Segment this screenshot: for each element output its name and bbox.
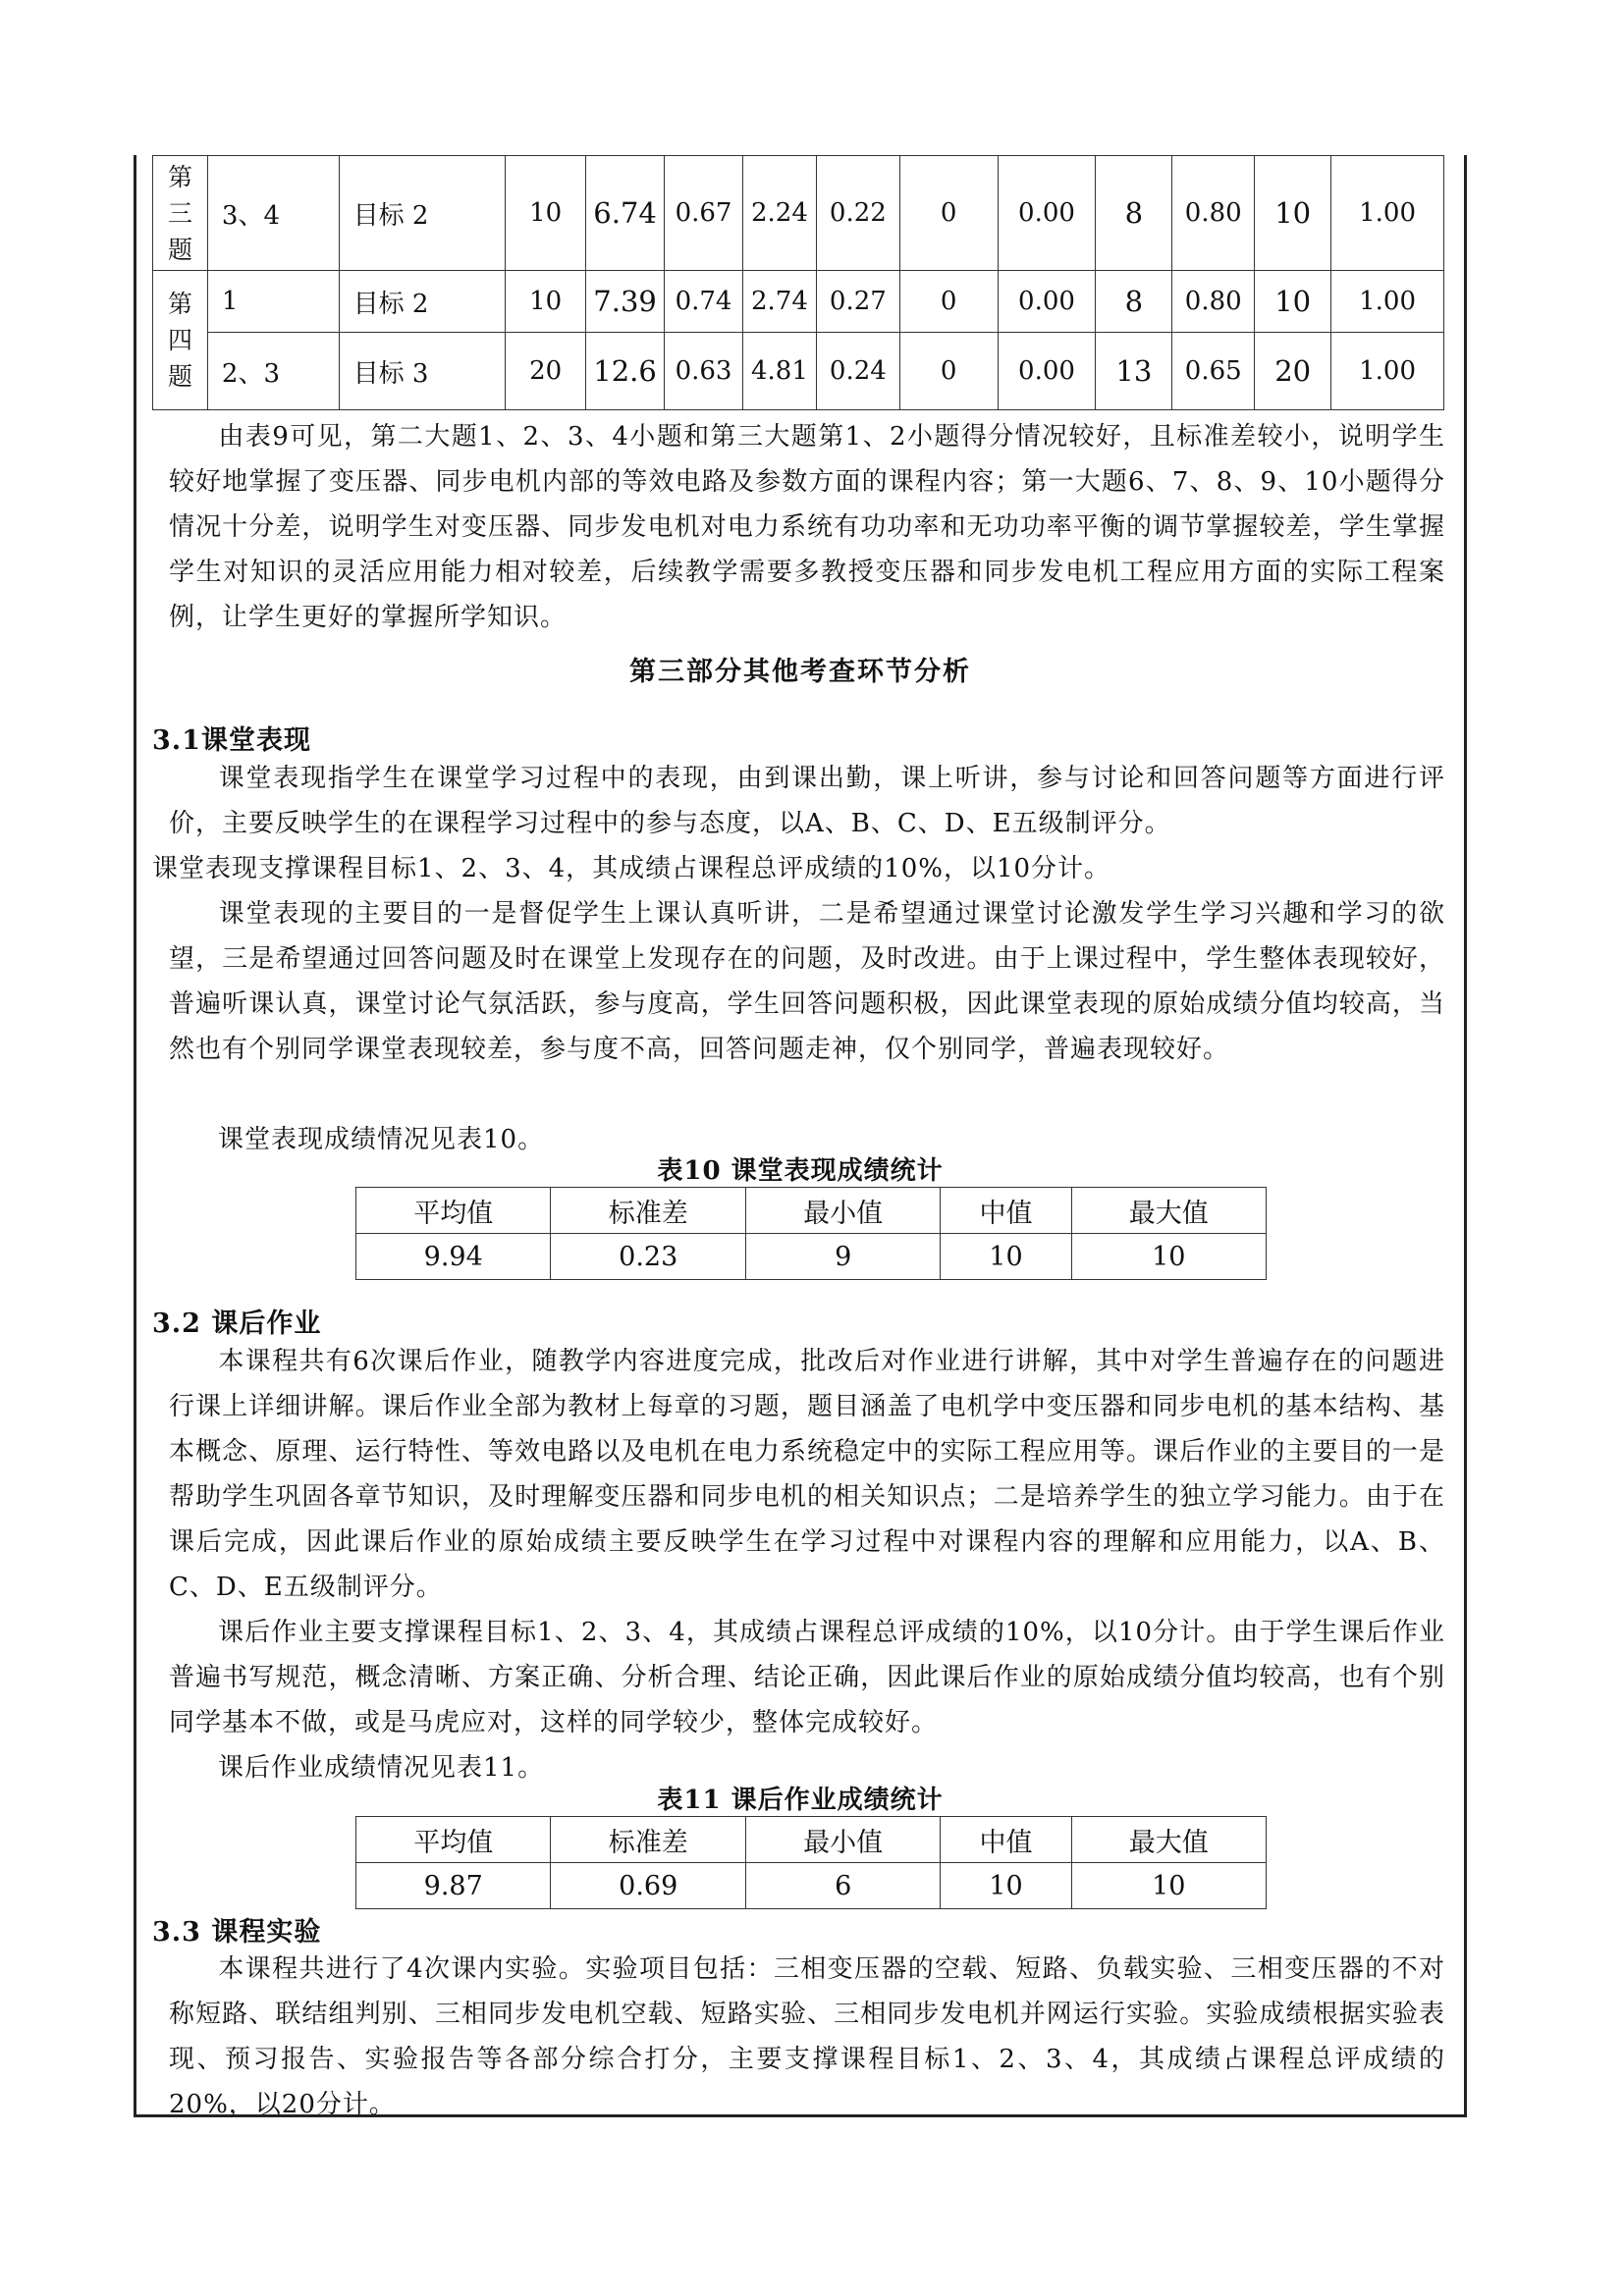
- avg-ratio-cell: 0.63: [665, 333, 743, 410]
- min-ratio-cell: 0.00: [998, 333, 1096, 410]
- max-cell: 10: [1255, 271, 1331, 333]
- max-ratio-cell: 1.00: [1331, 271, 1444, 333]
- avg-cell: 7.39: [586, 271, 665, 333]
- question-cell: 1: [207, 271, 339, 333]
- value-cell: 9.94: [356, 1234, 551, 1280]
- table-caption: 表11 课后作业成绩统计: [657, 1786, 944, 1815]
- value-cell: 10: [941, 1863, 1071, 1909]
- paragraph: 本课程共有6次课后作业，随教学内容进度完成，批改后对作业进行讲解，其中对学生普遍存在的问题进行课上详细讲解。课后作业全部为教材上每章的习题，题目涵盖了电机学中变压器和同步电机的基本结构、基本概念、原理、运行特性、等效电路以及电机在电力系统稳定中的实际工程应用等。课后作业的主要目的一是帮助学生巩固各章节知识，及时理解变压器和同步电机的相关知识点；二是培养学生的独立学习能力。由于在课后完成，因此课后作业的原始成绩主要反映学生在学习过程中对课程内容的理解和应用能力，以A、B、C、D、E五级制评分。: [169, 1347, 1445, 1602]
- paragraph: 课堂表现成绩情况见表10。: [218, 1125, 545, 1154]
- std-cell: 2.74: [742, 271, 816, 333]
- target-cell: 目标 2: [339, 271, 506, 333]
- analysis-paragraph: 由表9可见，第二大题1、2、3、4小题和第三大题第1、2小题得分情况较好，且标准差较小，说明学生较好地掌握了变压器、同步电机内部的等效电路及参数方面的课程内容；第一大题6、7、8、9、10小题得分情况十分差，说明学生对变压器、同步发电机对电力系统有功功率和无功功率平衡的调节掌握较差，学生掌握学生对知识的灵活应用能力相对较差，后续教学需要多教授变压器和同步发电机工程应用方面的实际工程案例，让学生更好的掌握所学知识。: [169, 422, 1445, 632]
- mid-ratio-cell: 0.80: [1172, 271, 1255, 333]
- header-cell: 平均值: [356, 1817, 551, 1863]
- min-cell: 0: [899, 333, 998, 410]
- std-ratio-cell: 0.24: [816, 333, 899, 410]
- avg-ratio-cell: 0.67: [665, 156, 743, 271]
- section-label: 第 三 题: [153, 156, 208, 271]
- value-cell: 10: [1071, 1234, 1266, 1280]
- value-cell: 0.23: [551, 1234, 745, 1280]
- section-label: 第 四 题: [153, 271, 208, 410]
- question-cell: 2、3: [207, 333, 339, 410]
- mid-ratio-cell: 0.80: [1172, 156, 1255, 271]
- table-row: [153, 333, 1444, 410]
- table-row: [153, 156, 1444, 271]
- target-cell: 目标 3: [339, 333, 506, 410]
- paragraph: 课堂表现指学生在课堂学习过程中的表现，由到课出勤，课上听讲，参与讨论和回答问题等方面进行评价，主要反映学生的在课程学习过程中的参与态度，以A、B、C、D、E五级制评分。: [169, 764, 1445, 838]
- header-cell: 中值: [941, 1188, 1071, 1234]
- target-cell: 目标 2: [339, 156, 506, 271]
- table-row: [356, 1234, 1267, 1280]
- avg-cell: 6.74: [586, 156, 665, 271]
- header-cell: 最大值: [1071, 1188, 1266, 1234]
- table-header-row: [356, 1817, 1267, 1863]
- mid-cell: 8: [1096, 271, 1172, 333]
- classroom-score-table: [355, 1187, 1267, 1280]
- part3-title: 第三部分其他考查环节分析: [629, 657, 971, 687]
- min-ratio-cell: 0.00: [998, 156, 1096, 271]
- paragraph: 本课程共进行了4次课内实验。实验项目包括：三相变压器的空载、短路、负载实验、三相变压器的不对称短路、联结组判别、三相同步发电机空载、短路实验、三相同步发电机并网运行实验。实验成绩根据实验表现、预习报告、实验报告等各部分综合打分，主要支撑课程目标1、2、3、4，其成绩占课程总评成绩的20%，以20分计。: [169, 1954, 1445, 2119]
- homework-score-table: [355, 1816, 1267, 1909]
- paragraph: 课堂表现的主要目的一是督促学生上课认真听讲，二是希望通过课堂讨论激发学生学习兴趣和学习的欲望，三是希望通过回答问题及时在课堂上发现存在的问题，及时改进。由于上课过程中，学生整体表现较好，普遍听课认真，课堂讨论气氛活跃，参与度高，学生回答问题积极，因此课堂表现的原始成绩分值均较高，当然也有个别同学课堂表现较差，参与度不高，回答问题走神，仅个别同学，普遍表现较好。: [169, 899, 1445, 1064]
- mid-cell: 8: [1096, 156, 1172, 271]
- value-cell: 10: [1071, 1863, 1266, 1909]
- full-score-cell: 20: [506, 333, 586, 410]
- max-ratio-cell: 1.00: [1331, 156, 1444, 271]
- question-cell: 3、4: [207, 156, 339, 271]
- paragraph: 课后作业成绩情况见表11。: [218, 1753, 545, 1783]
- header-cell: 最小值: [745, 1188, 940, 1234]
- paragraph: 课堂表现支撑课程目标1、2、3、4，其成绩占课程总评成绩的10%，以10分计。: [152, 854, 1111, 883]
- max-ratio-cell: 1.00: [1331, 333, 1444, 410]
- mid-ratio-cell: 0.65: [1172, 333, 1255, 410]
- min-cell: 0: [899, 156, 998, 271]
- full-score-cell: 10: [506, 271, 586, 333]
- max-cell: 10: [1255, 156, 1331, 271]
- score-analysis-table: [152, 155, 1444, 410]
- header-cell: 标准差: [551, 1188, 745, 1234]
- std-cell: 2.24: [742, 156, 816, 271]
- value-cell: 9.87: [356, 1863, 551, 1909]
- std-ratio-cell: 0.22: [816, 156, 899, 271]
- header-cell: 标准差: [551, 1817, 745, 1863]
- header-cell: 中值: [941, 1817, 1071, 1863]
- mid-cell: 13: [1096, 333, 1172, 410]
- table-row: [153, 271, 1444, 333]
- table-row: [356, 1863, 1267, 1909]
- max-cell: 20: [1255, 333, 1331, 410]
- header-cell: 最大值: [1071, 1817, 1266, 1863]
- section-heading-3-3: 3.3 课程实验: [152, 1917, 322, 1948]
- full-score-cell: 10: [506, 156, 586, 271]
- min-cell: 0: [899, 271, 998, 333]
- header-cell: 平均值: [356, 1188, 551, 1234]
- value-cell: 10: [941, 1234, 1071, 1280]
- min-ratio-cell: 0.00: [998, 271, 1096, 333]
- value-cell: 0.69: [551, 1863, 745, 1909]
- section-heading-3-1: 3.1课堂表现: [152, 725, 311, 756]
- header-cell: 最小值: [745, 1817, 940, 1863]
- avg-ratio-cell: 0.74: [665, 271, 743, 333]
- std-ratio-cell: 0.27: [816, 271, 899, 333]
- paragraph: 课后作业主要支撑课程目标1、2、3、4，其成绩占课程总评成绩的10%，以10分计。由于学生课后作业普遍书写规范，概念清晰、方案正确、分析合理、结论正确，因此课后作业的原始成绩分值均较高，也有个别同学基本不做，或是马虎应对，这样的同学较少，整体完成较好。: [169, 1618, 1445, 1737]
- table-caption: 表10 课堂表现成绩统计: [657, 1156, 944, 1186]
- section-heading-3-2: 3.2 课后作业: [152, 1308, 322, 1339]
- avg-cell: 12.6: [586, 333, 665, 410]
- value-cell: 6: [745, 1863, 940, 1909]
- table-header-row: [356, 1188, 1267, 1234]
- std-cell: 4.81: [742, 333, 816, 410]
- value-cell: 9: [745, 1234, 940, 1280]
